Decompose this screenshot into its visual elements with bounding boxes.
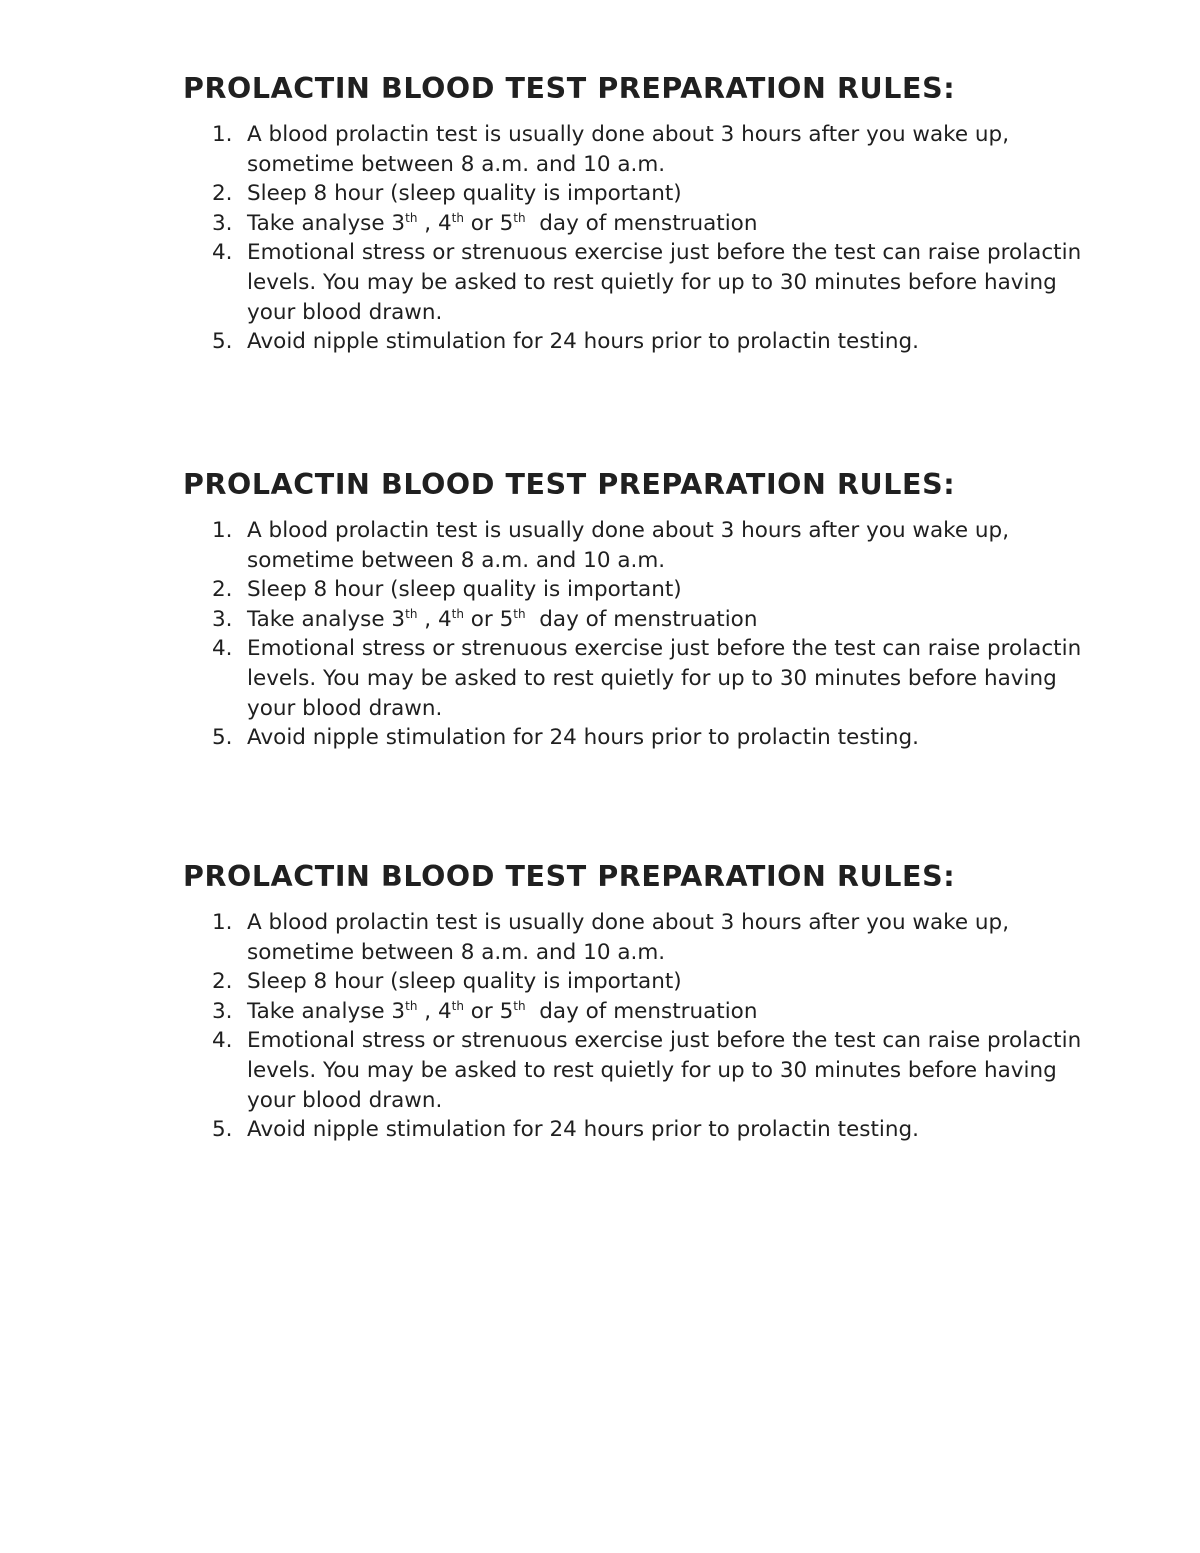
rule-text: Emotional stress or strenuous exercise just before the test can raise prolactin levels. You may be asked to rest quietly for up to 30 minutes before having your blood drawn. [247,240,1082,325]
rule-item-5 [183,327,1083,357]
rule-number: 4. [212,240,233,266]
rule-text: Avoid nipple stimulation for 24 hours prior to prolactin testing. [247,1117,920,1143]
ordinal-suffix: th [405,210,418,225]
rule-text: Sleep 8 hour (sleep quality is important) [247,969,682,995]
rule-text-part: or 5 [463,606,514,632]
rule-text: Avoid nipple stimulation for 24 hours prior to prolactin testing. [247,725,920,751]
rule-text-part: Take analyse 3 [247,606,406,632]
ordinal-suffix: th [513,998,526,1013]
rules-list [183,908,1083,1145]
rule-item-4 [183,634,1083,723]
rule-number: 1. [212,122,233,147]
rule-text: Avoid nipple stimulation for 24 hours prior to prolactin testing. [247,329,920,355]
rule-text-part: day of menstruation [525,606,758,632]
rule-text-part: , 4 [417,606,452,632]
ordinal-suffix: th [451,998,464,1013]
rule-number: 3. [212,606,233,632]
ordinal-suffix: th [513,606,526,621]
rule-item-4 [183,1026,1083,1115]
rules-section-2 [183,466,1083,753]
rule-number: 5. [212,725,233,751]
ordinal-suffix: th [405,998,418,1013]
section-heading: PROLACTIN BLOOD TEST PREPARATION RULES: [183,860,956,893]
rule-text: A blood prolactin test is usually done about 3 hours after you wake up, sometime between 8 a.m. and 10 a.m. [247,122,1010,177]
rule-item-2 [183,179,1083,209]
rule-text: Emotional stress or strenuous exercise just before the test can raise prolactin levels. You may be asked to rest quietly for up to 30 minutes before having your blood drawn. [247,636,1082,721]
ordinal-suffix: th [451,606,464,621]
rule-text-part: or 5 [463,210,514,236]
rule-number: 1. [212,518,233,543]
rule-number: 5. [212,1117,233,1143]
rule-item-2 [183,575,1083,605]
rule-item-4 [183,238,1083,327]
rule-text: A blood prolactin test is usually done about 3 hours after you wake up, sometime between 8 a.m. and 10 a.m. [247,518,1010,573]
rule-item-3 [183,605,1083,635]
rules-section-3 [183,858,1083,1145]
rule-number: 5. [212,329,233,355]
rule-number: 3. [212,210,233,236]
rule-text-part: Take analyse 3 [247,998,406,1024]
rule-item-1 [183,908,1083,967]
rule-item-1 [183,516,1083,575]
rule-number: 4. [212,1028,233,1054]
ordinal-suffix: th [405,606,418,621]
rule-number: 2. [212,181,233,207]
rule-text-part: or 5 [463,998,514,1024]
section-heading: PROLACTIN BLOOD TEST PREPARATION RULES: [183,72,956,105]
rule-text: Sleep 8 hour (sleep quality is important) [247,577,682,603]
rules-list [183,120,1083,357]
rule-item-1 [183,120,1083,179]
rule-text [247,607,757,632]
section-heading: PROLACTIN BLOOD TEST PREPARATION RULES: [183,468,956,501]
rule-item-3 [183,997,1083,1027]
rule-number: 2. [212,577,233,603]
ordinal-suffix: th [451,210,464,225]
rules-section-1 [183,70,1083,357]
rule-text-part: , 4 [417,998,452,1024]
rule-text-part: day of menstruation [525,998,758,1024]
rules-list [183,516,1083,753]
rule-text-part: , 4 [417,210,452,236]
rule-item-5 [183,1115,1083,1145]
rule-number: 4. [212,636,233,662]
rule-text: A blood prolactin test is usually done about 3 hours after you wake up, sometime between 8 a.m. and 10 a.m. [247,910,1010,965]
rule-item-3 [183,209,1083,239]
rule-text: Emotional stress or strenuous exercise just before the test can raise prolactin levels. You may be asked to rest quietly for up to 30 minutes before having your blood drawn. [247,1028,1082,1113]
rule-text [247,999,757,1024]
rule-item-5 [183,723,1083,753]
rule-number: 3. [212,998,233,1024]
rule-number: 2. [212,969,233,995]
ordinal-suffix: th [513,210,526,225]
rule-text: Sleep 8 hour (sleep quality is important) [247,181,682,207]
rule-number: 1. [212,910,233,935]
rule-text-part: day of menstruation [525,210,758,236]
rule-text [247,211,757,236]
rule-text-part: Take analyse 3 [247,210,406,236]
rule-item-2 [183,967,1083,997]
